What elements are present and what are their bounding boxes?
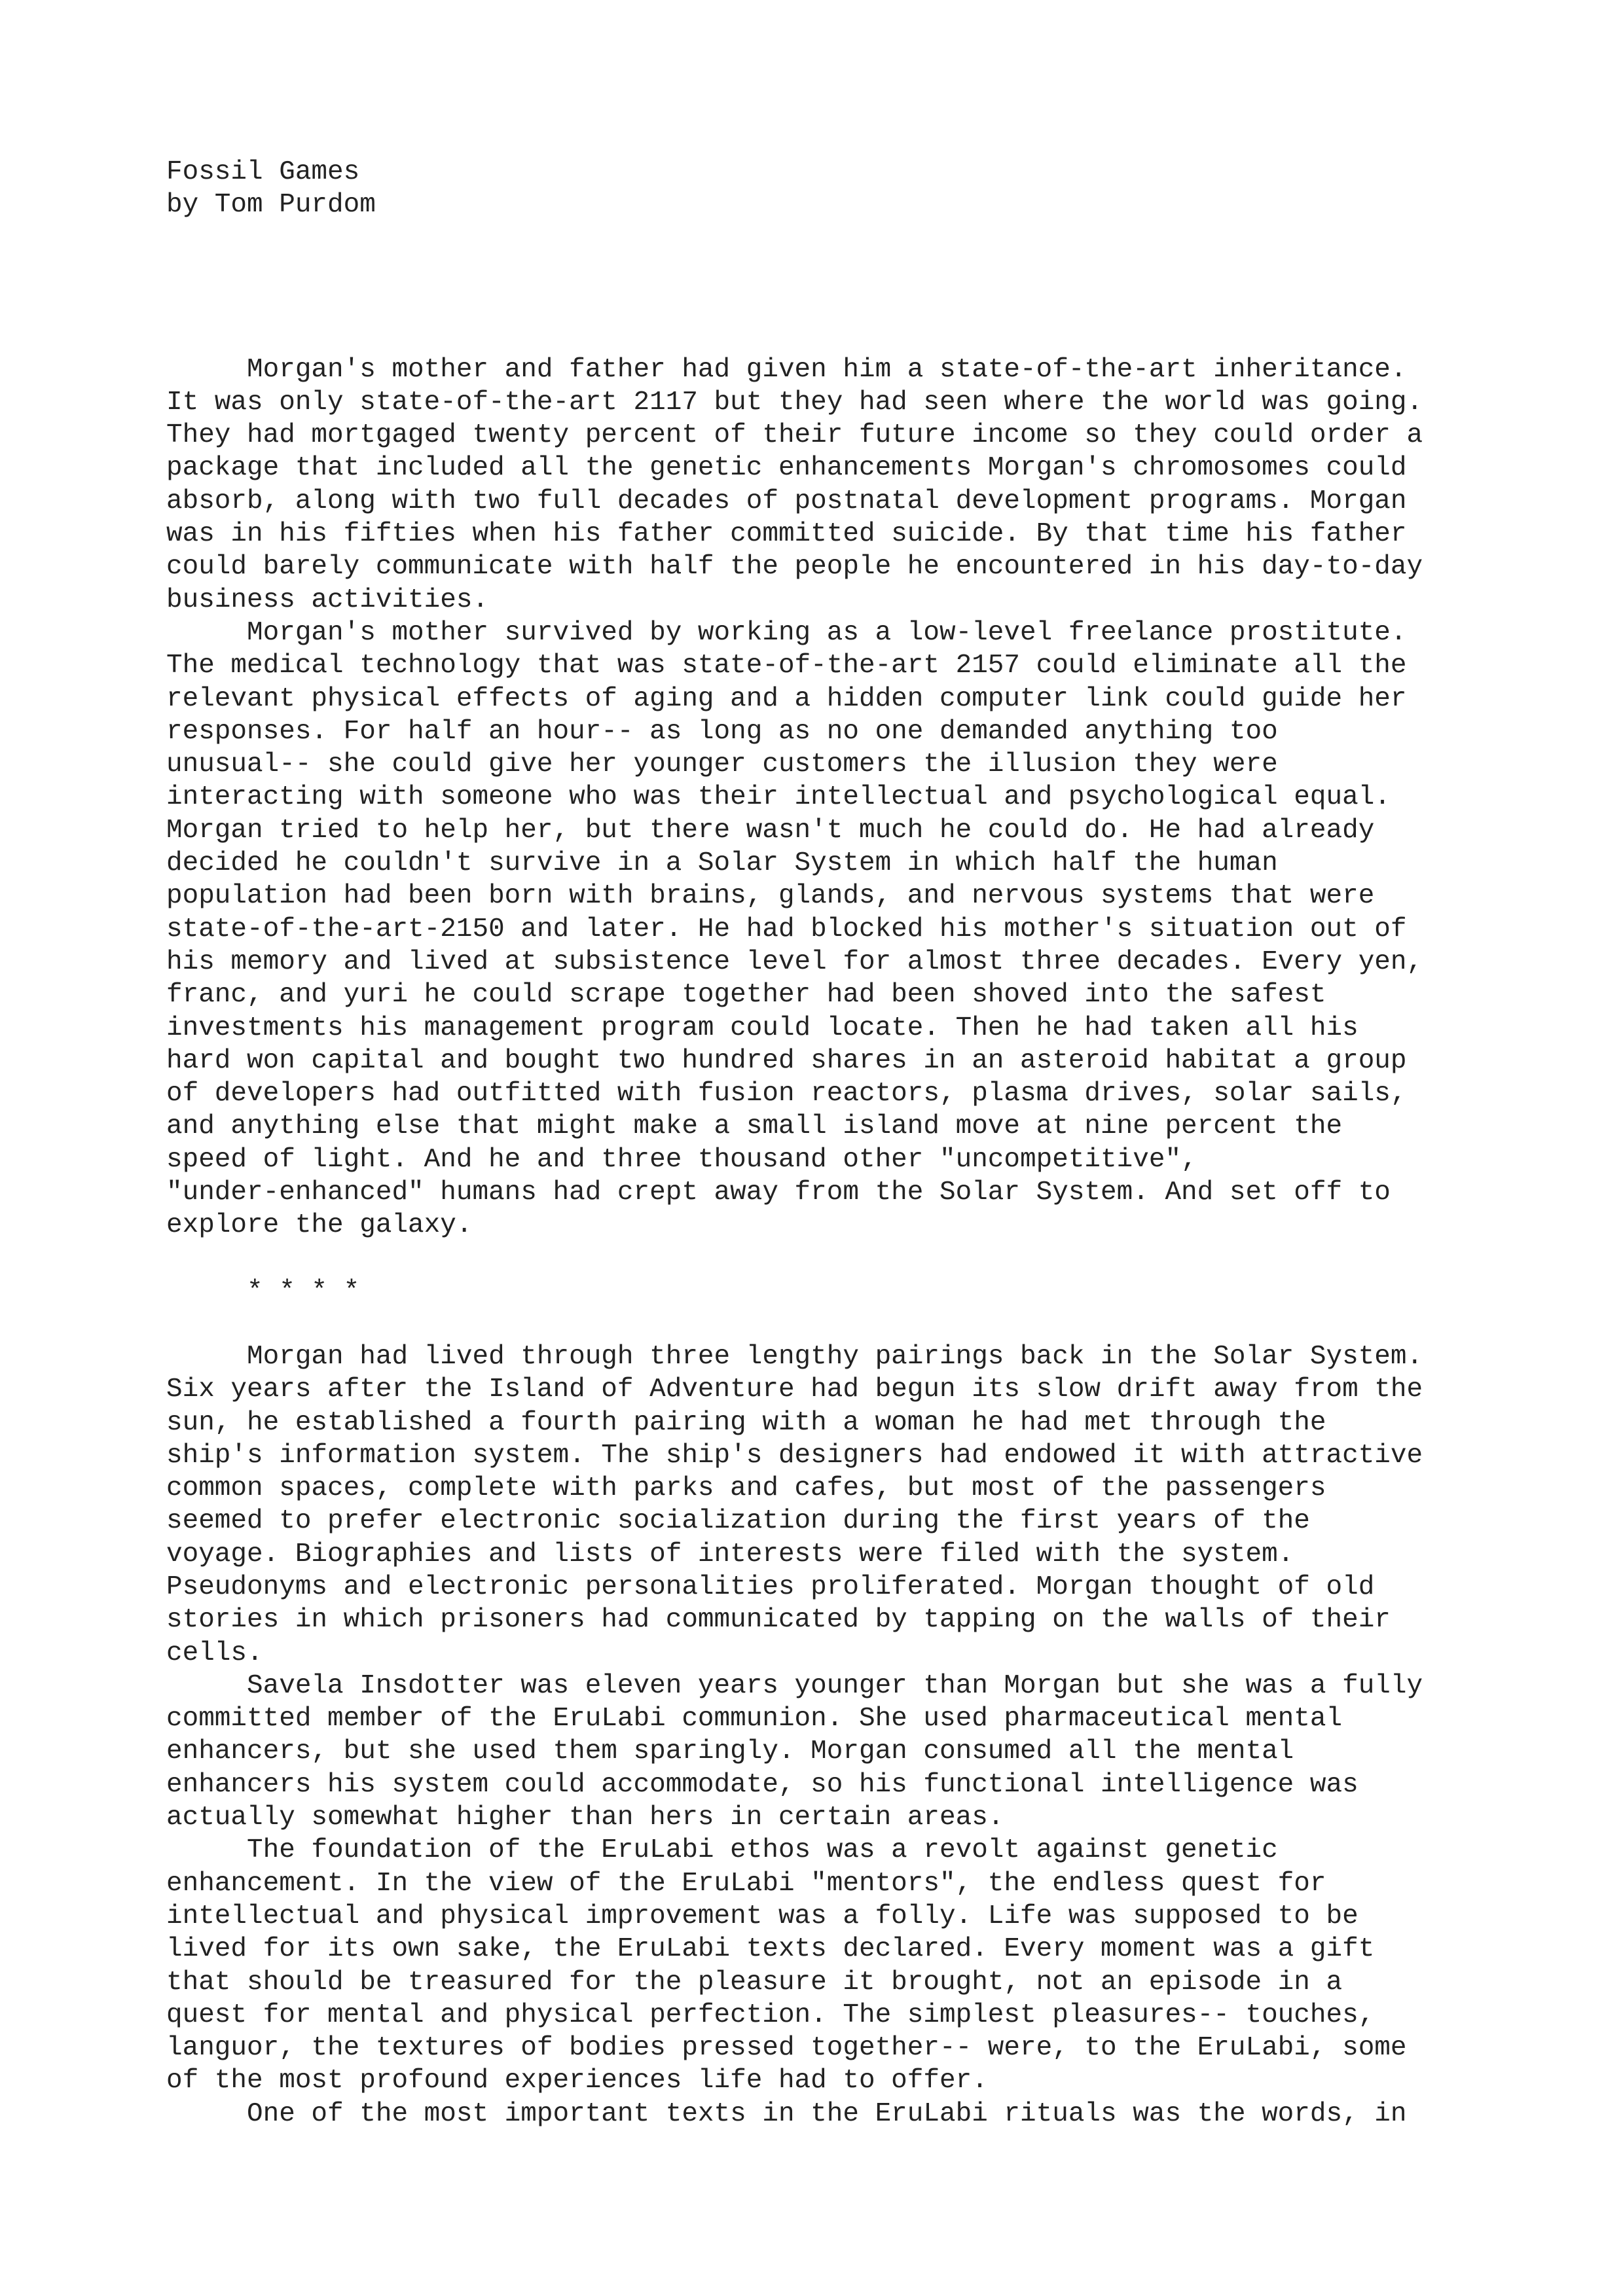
text-line: intellectual and physical improvement was a folly. Life was supposed to be bbox=[166, 1901, 1359, 1931]
text-line: speed of light. And he and three thousand other "uncompetitive", bbox=[166, 1144, 1197, 1175]
section-break: * * * * bbox=[166, 1276, 360, 1306]
paragraph-1 bbox=[166, 353, 1476, 617]
text-line: explore the galaxy. bbox=[166, 1210, 473, 1241]
text-line: Pseudonyms and electronic personalities proliferated. Morgan thought of old bbox=[166, 1571, 1375, 1602]
text-line: investments his management program could locate. Then he had taken all his bbox=[166, 1013, 1359, 1043]
text-line: ship's information system. The ship's designers had endowed it with attractive bbox=[166, 1440, 1423, 1471]
paragraph-3 bbox=[166, 1340, 1476, 1670]
text-line: It was only state-of-the-art 2117 but they had seen where the world was going. bbox=[166, 387, 1423, 418]
text-line: business activities. bbox=[166, 584, 489, 615]
text-line: hard won capital and bought two hundred shares in an asteroid habitat a group bbox=[166, 1045, 1407, 1076]
text-line: unusual-- she could give her younger customers the illusion they were bbox=[166, 749, 1278, 780]
text-line: stories in which prisoners had communicated by tapping on the walls of their bbox=[166, 1605, 1391, 1636]
text-line: of developers had outfitted with fusion reactors, plasma drives, solar sails, bbox=[166, 1079, 1407, 1109]
text-line: could barely communicate with half the people he encountered in his day-to-day bbox=[166, 552, 1423, 583]
spacer bbox=[166, 1242, 1476, 1275]
text-line: languor, the textures of bodies pressed together-- were, to the EruLabi, some bbox=[166, 2033, 1407, 2064]
paragraph-5 bbox=[166, 1834, 1476, 2097]
text-line: Morgan's mother and father had given him a state-of-the-art inheritance. bbox=[166, 354, 1407, 385]
text-line: enhancers his system could accommodate, so his functional intelligence was bbox=[166, 1769, 1359, 1800]
spacer bbox=[166, 222, 1476, 353]
story-byline: by Tom Purdom bbox=[166, 190, 376, 221]
document-body bbox=[166, 156, 1476, 2130]
text-line: actually somewhat higher than hers in certain areas. bbox=[166, 1803, 1004, 1833]
text-line: and anything else that might make a small island move at nine percent the bbox=[166, 1111, 1343, 1142]
text-line: common spaces, complete with parks and cafes, but most of the passengers bbox=[166, 1473, 1326, 1504]
text-line: Morgan had lived through three lengthy pairings back in the Solar System. bbox=[166, 1341, 1423, 1372]
text-line: One of the most important texts in the EruLabi rituals was the words, in bbox=[166, 2098, 1407, 2129]
text-line: population had been born with brains, glands, and nervous systems that were bbox=[166, 881, 1375, 912]
text-line: his memory and lived at subsistence level for almost three decades. Every yen, bbox=[166, 946, 1423, 977]
text-line: was in his fifties when his father committed suicide. By that time his father bbox=[166, 519, 1407, 550]
text-line: interacting with someone who was their intellectual and psychological equal. bbox=[166, 782, 1391, 813]
text-line: responses. For half an hour-- as long as no one demanded anything too bbox=[166, 716, 1278, 747]
text-line: voyage. Biographies and lists of interests were filed with the system. bbox=[166, 1539, 1294, 1570]
text-line: "under-enhanced" humans had crept away from the Solar System. And set off to bbox=[166, 1177, 1391, 1208]
text-line: Six years after the Island of Adventure had begun its slow drift away from the bbox=[166, 1374, 1423, 1405]
text-line: state-of-the-art-2150 and later. He had blocked his mother's situation out of bbox=[166, 914, 1407, 944]
text-line: enhancers, but she used them sparingly. Morgan consumed all the mental bbox=[166, 1736, 1294, 1767]
text-line: absorb, along with two full decades of postnatal development programs. Morgan bbox=[166, 486, 1407, 516]
paragraph-2 bbox=[166, 617, 1476, 1242]
text-line: The foundation of the EruLabi ethos was a revolt against genetic bbox=[166, 1835, 1278, 1866]
text-line: Morgan's mother survived by working as a low-level freelance prostitute. bbox=[166, 617, 1407, 648]
text-line: Morgan tried to help her, but there wasn't much he could do. He had already bbox=[166, 815, 1375, 846]
text-line: Savela Insdotter was eleven years younger than Morgan but she was a fully bbox=[166, 1670, 1423, 1701]
text-line: franc, and yuri he could scrape together had been shoved into the safest bbox=[166, 980, 1326, 1011]
paragraph-6 bbox=[166, 2098, 1476, 2130]
text-line: relevant physical effects of aging and a hidden computer link could guide her bbox=[166, 683, 1407, 714]
story-title: Fossil Games bbox=[166, 157, 360, 187]
text-line: that should be treasured for the pleasure it brought, not an episode in a bbox=[166, 1967, 1343, 1998]
text-line: decided he couldn't survive in a Solar System in which half the human bbox=[166, 848, 1278, 879]
text-line: package that included all the genetic enhancements Morgan's chromosomes could bbox=[166, 453, 1407, 484]
text-line: They had mortgaged twenty percent of their future income so they could order a bbox=[166, 420, 1423, 451]
paragraph-4 bbox=[166, 1670, 1476, 1834]
spacer bbox=[166, 1308, 1476, 1340]
text-line: enhancement. In the view of the EruLabi "mentors", the endless quest for bbox=[166, 1868, 1326, 1899]
text-line: quest for mental and physical perfection. The simplest pleasures-- touches, bbox=[166, 2000, 1375, 2030]
text-line: cells. bbox=[166, 1638, 263, 1668]
text-line: of the most profound experiences life had to offer. bbox=[166, 2066, 988, 2096]
text-line: committed member of the EruLabi communion. She used pharmaceutical mental bbox=[166, 1704, 1343, 1734]
text-line: seemed to prefer electronic socialization during the first years of the bbox=[166, 1506, 1310, 1537]
text-line: The medical technology that was state-of-the-art 2157 could eliminate all the bbox=[166, 651, 1407, 681]
text-line: sun, he established a fourth pairing with a woman he had met through the bbox=[166, 1407, 1326, 1438]
text-line: lived for its own sake, the EruLabi texts declared. Every moment was a gift bbox=[166, 1934, 1375, 1965]
